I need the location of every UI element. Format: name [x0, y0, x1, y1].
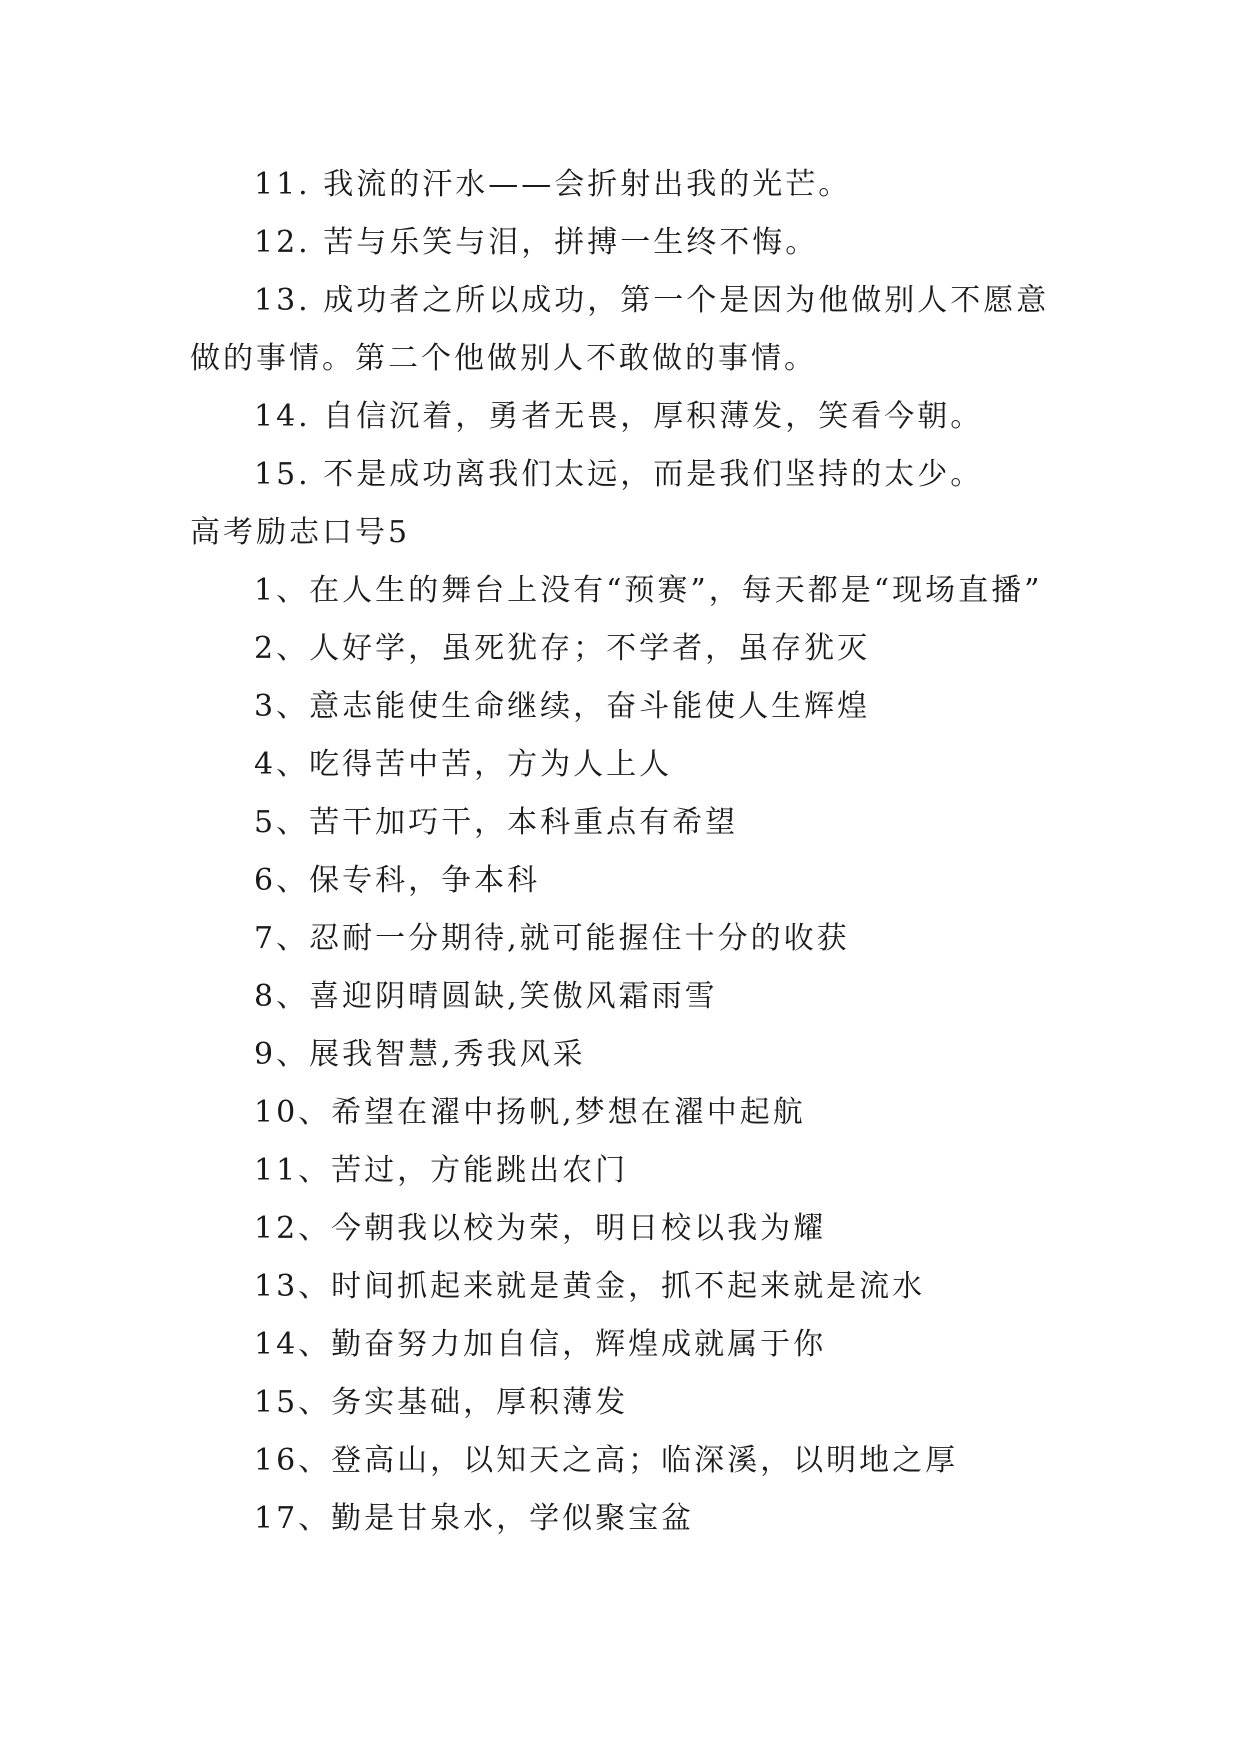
- slogan-item: 1、在人生的舞台上没有“预赛”，每天都是“现场直播”: [254, 573, 1043, 608]
- slogan-item: 8、喜迎阴晴圆缺,笑傲风霜雨雪: [254, 979, 718, 1014]
- slogan-item: 13、时间抓起来就是黄金，抓不起来就是流水: [254, 1269, 926, 1304]
- slogan-item: 5、苦干加巧干，本科重点有希望: [254, 805, 739, 840]
- slogan-item: 6、保专科，争本科: [254, 863, 541, 898]
- slogan-item: 14. 自信沉着，勇者无畏，厚积薄发，笑看今朝。: [254, 399, 984, 434]
- slogan-item: 17、勤是甘泉水，学似聚宝盆: [254, 1501, 695, 1536]
- slogan-item: 12、今朝我以校为荣，明日校以我为耀: [254, 1211, 827, 1246]
- slogan-item: 16、登高山，以知天之高；临深溪，以明地之厚: [254, 1443, 959, 1478]
- section-heading: 高考励志口号5: [190, 515, 411, 550]
- slogan-item: 14、勤奋努力加自信，辉煌成就属于你: [254, 1327, 827, 1362]
- slogan-item: 4、吃得苦中苦，方为人上人: [254, 747, 673, 782]
- slogan-item: 15、务实基础，厚积薄发: [254, 1385, 629, 1420]
- slogan-item: 13. 成功者之所以成功，第一个是因为他做别人不愿意做的事情。第二个他做别人不敢做的事情。: [190, 283, 1050, 376]
- slogan-item: 2、人好学，虽死犹存；不学者，虽存犹灭: [254, 631, 871, 666]
- slogan-item: 11、苦过，方能跳出农门: [254, 1153, 629, 1188]
- slogan-item: 15. 不是成功离我们太远，而是我们坚持的太少。: [254, 457, 984, 492]
- slogan-item: 12. 苦与乐笑与泪，拼搏一生终不悔。: [254, 225, 819, 260]
- slogan-item: 7、忍耐一分期待,就可能握住十分的收获: [254, 921, 850, 956]
- slogan-item: 3、意志能使生命继续，奋斗能使人生辉煌: [254, 689, 871, 724]
- document-body: [190, 156, 1050, 1548]
- slogan-item: 9、展我智慧,秀我风采: [254, 1037, 586, 1072]
- slogan-item: 10、希望在濯中扬帆,梦想在濯中起航: [254, 1095, 806, 1130]
- slogan-item: 11. 我流的汗水——会折射出我的光芒。: [254, 167, 852, 202]
